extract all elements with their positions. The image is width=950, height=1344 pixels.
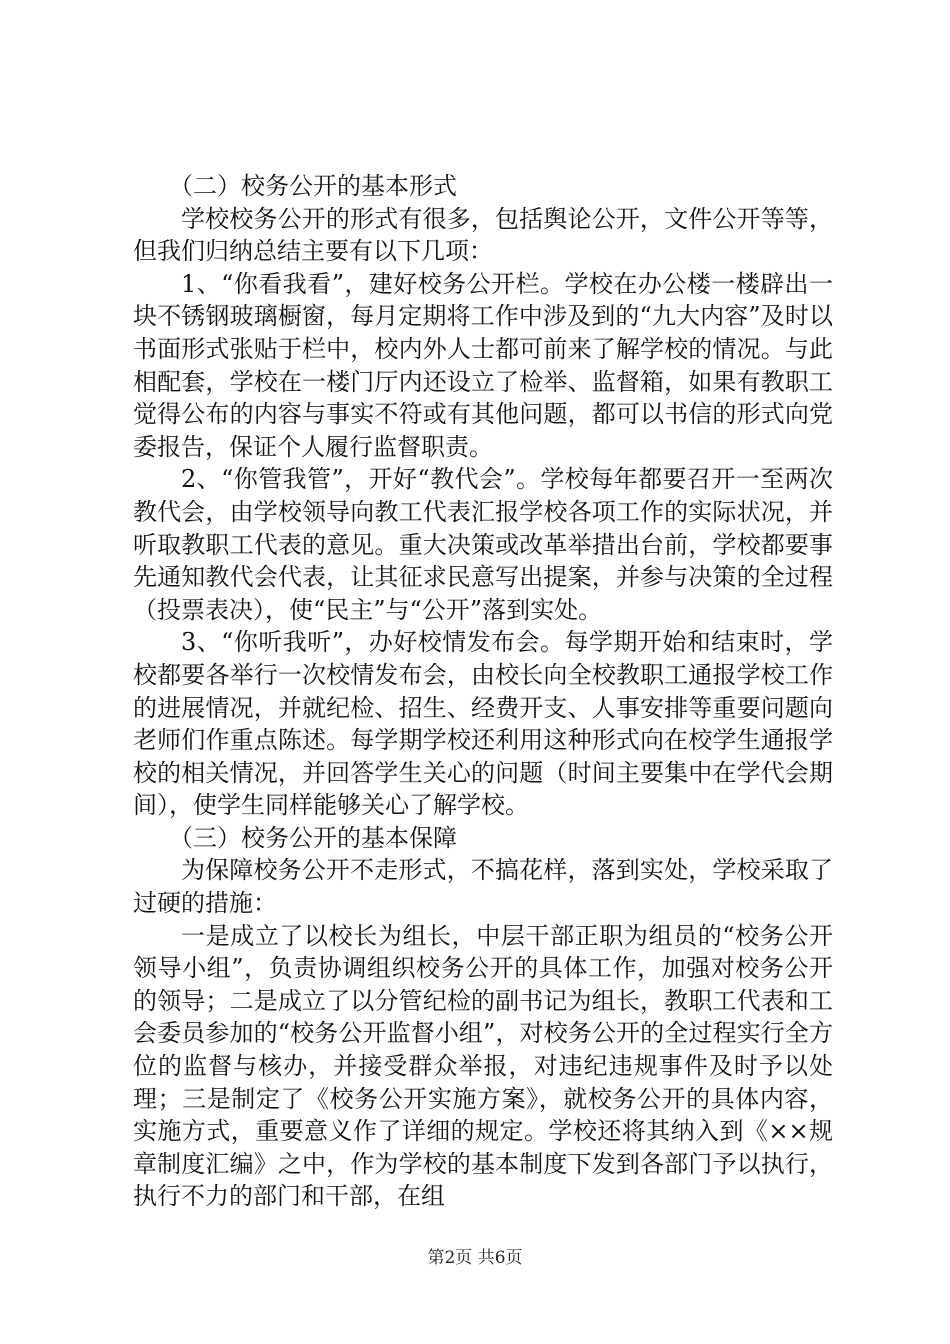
paragraph-intro: 学校校务公开的形式有很多，包括舆论公开，文件公开等等，但我们归纳总结主要有以下几项： — [133, 204, 833, 266]
paragraph-item-3: 3、“你听我听”，办好校情发布会。每学期开始和结束时，学校都要各举行一次校情发布会，由校长向全校教职工通报学校工作的进展情况，并就纪检、招生、经费开支、人事安排等重要问题向老师们作重点陈述。每学期学校还利用这种形式向在校学生通报学校的相关情况，并回答学生关心的问题（时间主要集中在学代会期间），使学生同样能够关心了解学校。 — [133, 628, 833, 820]
section-heading-2: （二）校务公开的基本形式 — [169, 172, 457, 200]
section-heading-3: （三）校务公开的基本保障 — [169, 823, 457, 852]
paragraph-item-1: 1、“你看我看”，建好校务公开栏。学校在办公楼一楼辟出一块不锈钢玻璃橱窗，每月定期将工作中涉及到的“九大内容”及时以书面形式张贴于栏中，校内外人士都可前来了解学校的情况。与此相配套，学校在一楼门厅内还设立了检举、监督箱，如果有教职工觉得公布的内容与事实不符或有其他问题，都可以书信的形式向党委报告，保证个人履行监督职责。 — [133, 269, 833, 461]
page-number-footer: 第2页 共6页 — [427, 1248, 523, 1268]
document-body — [133, 170, 833, 1213]
paragraph-measures-intro: 为保障校务公开不走形式，不搞花样，落到实处，学校采取了过硬的措施： — [133, 856, 833, 918]
paragraph-measures: 一是成立了以校长为组长，中层干部正职为组员的“校务公开领导小组”，负责协调组织校务公开的具体工作，加强对校务公开的领导；二是成立了以分管纪检的副书记为组长，教职工代表和工会委员参加的“校务公开监督小组”，对校务公开的全过程实行全方位的监督与核办，并接受群众举报，对违纪违规事件及时予以处理；三是制定了《校务公开实施方案》，就校务公开的具体内容，实施方式，重要意义作了详细的规定。学校还将其纳入到《××规章制度汇编》之中，作为学校的基本制度下发到各部门予以执行，执行不力的部门和干部，在组 — [133, 921, 833, 1211]
paragraph-item-2: 2、“你管我管”，开好“教代会”。学校每年都要召开一至两次教代会，由学校领导向教工代表汇报学校各项工作的实际状况，并听取教职工代表的意见。重大决策或改革举措出台前，学校都要事先通知教代会代表，让其征求民意写出提案，并参与决策的全过程（投票表决），使“民主”与“公开”落到实处。 — [133, 465, 833, 624]
